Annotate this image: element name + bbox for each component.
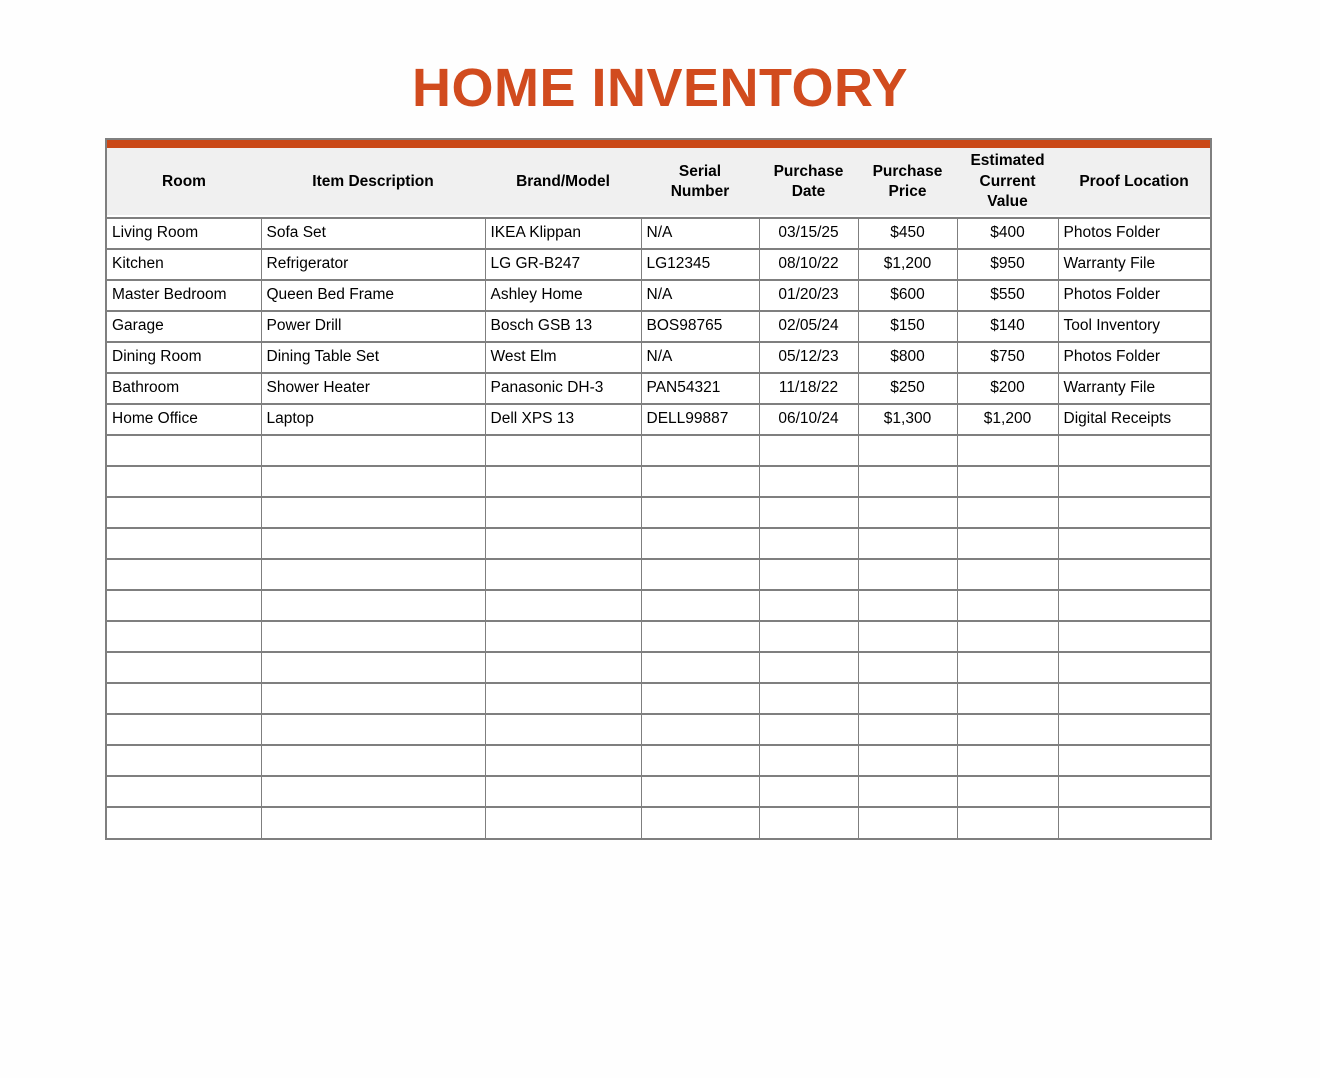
table-cell bbox=[107, 621, 261, 652]
table-row bbox=[107, 404, 1210, 435]
table-cell: Panasonic DH-3 bbox=[485, 373, 641, 404]
table-cell: Tool Inventory bbox=[1058, 311, 1210, 342]
table-cell bbox=[1058, 559, 1210, 590]
table-cell bbox=[1058, 776, 1210, 807]
table-cell bbox=[485, 559, 641, 590]
table-row bbox=[107, 218, 1210, 249]
table-cell: Warranty File bbox=[1058, 249, 1210, 280]
table-cell bbox=[759, 745, 858, 776]
table-cell bbox=[107, 466, 261, 497]
header-cell: Proof Location bbox=[1079, 172, 1189, 190]
table-cell bbox=[759, 807, 858, 838]
table-cell: $550 bbox=[957, 280, 1058, 311]
table-cell bbox=[759, 683, 858, 714]
table-cell bbox=[261, 559, 485, 590]
table-cell: Refrigerator bbox=[261, 249, 485, 280]
header-cell: Serial Number bbox=[670, 162, 730, 200]
table-cell bbox=[485, 590, 641, 621]
table-cell: Living Room bbox=[107, 218, 261, 249]
empty-table-row bbox=[107, 559, 1210, 590]
table-cell bbox=[858, 466, 957, 497]
table-cell: $140 bbox=[957, 311, 1058, 342]
table-row bbox=[107, 311, 1210, 342]
table-cell bbox=[261, 652, 485, 683]
table-cell: $750 bbox=[957, 342, 1058, 373]
table-cell: Photos Folder bbox=[1058, 280, 1210, 311]
table-cell bbox=[957, 714, 1058, 745]
table-cell: $200 bbox=[957, 373, 1058, 404]
table-cell bbox=[261, 621, 485, 652]
table-cell bbox=[107, 497, 261, 528]
table-cell bbox=[261, 466, 485, 497]
table-row bbox=[107, 373, 1210, 404]
table-cell bbox=[107, 714, 261, 745]
inventory-table bbox=[105, 138, 1212, 839]
table-cell bbox=[759, 621, 858, 652]
table-cell bbox=[957, 745, 1058, 776]
table-cell bbox=[858, 590, 957, 621]
table-cell bbox=[858, 528, 957, 559]
table-cell bbox=[485, 683, 641, 714]
table-cell: LG12345 bbox=[641, 249, 759, 280]
table-cell: Photos Folder bbox=[1058, 342, 1210, 373]
header-cell: Item Description bbox=[312, 172, 434, 190]
table-cell: $950 bbox=[957, 249, 1058, 280]
table-row bbox=[107, 280, 1210, 311]
table-cell bbox=[107, 590, 261, 621]
header-cell: Brand/Model bbox=[516, 172, 610, 190]
header-cell: Purchase Price bbox=[872, 162, 943, 200]
table-cell bbox=[759, 652, 858, 683]
empty-table-row bbox=[107, 497, 1210, 528]
table-cell: Queen Bed Frame bbox=[261, 280, 485, 311]
table-cell: 08/10/22 bbox=[759, 249, 858, 280]
empty-table-row bbox=[107, 466, 1210, 497]
table-cell: 06/10/24 bbox=[759, 404, 858, 435]
table-cell bbox=[858, 435, 957, 466]
inventory-grid bbox=[107, 217, 1210, 838]
table-cell bbox=[485, 652, 641, 683]
table-cell bbox=[858, 497, 957, 528]
table-cell bbox=[1058, 683, 1210, 714]
table-cell bbox=[641, 714, 759, 745]
table-cell bbox=[641, 435, 759, 466]
empty-table-row bbox=[107, 590, 1210, 621]
table-cell bbox=[485, 807, 641, 838]
table-cell bbox=[107, 435, 261, 466]
table-cell bbox=[957, 807, 1058, 838]
table-cell: Dining Room bbox=[107, 342, 261, 373]
table-cell bbox=[957, 528, 1058, 559]
table-cell bbox=[107, 559, 261, 590]
accent-bar bbox=[107, 140, 1210, 148]
table-cell bbox=[261, 776, 485, 807]
table-cell bbox=[759, 590, 858, 621]
header-cell: Estimated Current Value bbox=[970, 152, 1045, 210]
empty-table-row bbox=[107, 745, 1210, 776]
table-cell: Bosch GSB 13 bbox=[485, 311, 641, 342]
table-cell: 02/05/24 bbox=[759, 311, 858, 342]
table-cell: Kitchen bbox=[107, 249, 261, 280]
table-cell: $1,200 bbox=[957, 404, 1058, 435]
empty-table-row bbox=[107, 683, 1210, 714]
home-inventory-document bbox=[0, 58, 1320, 840]
table-cell bbox=[261, 497, 485, 528]
table-cell bbox=[261, 590, 485, 621]
table-cell: $400 bbox=[957, 218, 1058, 249]
table-cell bbox=[957, 590, 1058, 621]
table-cell bbox=[261, 745, 485, 776]
table-cell bbox=[107, 776, 261, 807]
table-cell bbox=[858, 559, 957, 590]
table-cell bbox=[1058, 497, 1210, 528]
table-cell: BOS98765 bbox=[641, 311, 759, 342]
table-cell bbox=[641, 807, 759, 838]
table-cell bbox=[858, 776, 957, 807]
table-row bbox=[107, 249, 1210, 280]
table-cell bbox=[641, 683, 759, 714]
header-row bbox=[107, 148, 1210, 214]
table-cell: 11/18/22 bbox=[759, 373, 858, 404]
table-cell bbox=[261, 683, 485, 714]
table-cell bbox=[261, 807, 485, 838]
table-cell bbox=[759, 559, 858, 590]
table-cell bbox=[261, 714, 485, 745]
table-cell bbox=[759, 497, 858, 528]
table-cell: N/A bbox=[641, 280, 759, 311]
table-cell bbox=[858, 714, 957, 745]
table-cell bbox=[107, 683, 261, 714]
table-cell: Power Drill bbox=[261, 311, 485, 342]
table-cell bbox=[1058, 807, 1210, 838]
table-cell bbox=[957, 559, 1058, 590]
table-cell bbox=[485, 621, 641, 652]
table-cell bbox=[858, 745, 957, 776]
table-cell bbox=[641, 776, 759, 807]
table-cell bbox=[858, 621, 957, 652]
table-cell: 05/12/23 bbox=[759, 342, 858, 373]
table-cell bbox=[759, 528, 858, 559]
header-cell: Purchase Date bbox=[773, 162, 844, 200]
table-cell bbox=[1058, 745, 1210, 776]
table-cell: Dell XPS 13 bbox=[485, 404, 641, 435]
table-cell: $250 bbox=[858, 373, 957, 404]
table-cell: $800 bbox=[858, 342, 957, 373]
table-cell bbox=[107, 528, 261, 559]
table-cell bbox=[1058, 714, 1210, 745]
table-cell bbox=[485, 497, 641, 528]
table-cell: $1,300 bbox=[858, 404, 957, 435]
empty-table-row bbox=[107, 652, 1210, 683]
table-cell: $600 bbox=[858, 280, 957, 311]
table-cell: Dining Table Set bbox=[261, 342, 485, 373]
table-cell: $1,200 bbox=[858, 249, 957, 280]
table-cell: Home Office bbox=[107, 404, 261, 435]
table-cell: Digital Receipts bbox=[1058, 404, 1210, 435]
table-cell bbox=[107, 745, 261, 776]
table-cell bbox=[957, 466, 1058, 497]
table-cell bbox=[485, 466, 641, 497]
table-cell bbox=[261, 435, 485, 466]
table-cell: LG GR-B247 bbox=[485, 249, 641, 280]
table-cell bbox=[107, 807, 261, 838]
table-cell: 01/20/23 bbox=[759, 280, 858, 311]
table-cell bbox=[759, 435, 858, 466]
table-cell bbox=[641, 497, 759, 528]
table-cell: N/A bbox=[641, 342, 759, 373]
table-cell bbox=[1058, 590, 1210, 621]
table-row bbox=[107, 342, 1210, 373]
table-cell: PAN54321 bbox=[641, 373, 759, 404]
table-cell bbox=[641, 559, 759, 590]
table-cell bbox=[485, 435, 641, 466]
table-cell bbox=[858, 652, 957, 683]
table-cell bbox=[641, 745, 759, 776]
table-cell: Master Bedroom bbox=[107, 280, 261, 311]
table-cell bbox=[957, 497, 1058, 528]
table-cell bbox=[759, 466, 858, 497]
table-cell bbox=[641, 466, 759, 497]
table-cell: Ashley Home bbox=[485, 280, 641, 311]
table-cell: IKEA Klippan bbox=[485, 218, 641, 249]
table-cell bbox=[641, 652, 759, 683]
empty-table-row bbox=[107, 776, 1210, 807]
table-cell bbox=[858, 807, 957, 838]
table-cell: Shower Heater bbox=[261, 373, 485, 404]
table-cell bbox=[1058, 528, 1210, 559]
table-cell bbox=[107, 652, 261, 683]
table-cell bbox=[641, 621, 759, 652]
table-cell: 03/15/25 bbox=[759, 218, 858, 249]
table-cell bbox=[957, 621, 1058, 652]
table-cell bbox=[485, 714, 641, 745]
table-cell: Photos Folder bbox=[1058, 218, 1210, 249]
page-title: HOME INVENTORY bbox=[411, 58, 909, 118]
table-cell: $150 bbox=[858, 311, 957, 342]
table-cell bbox=[641, 590, 759, 621]
table-cell bbox=[957, 652, 1058, 683]
table-cell bbox=[858, 683, 957, 714]
table-cell bbox=[485, 528, 641, 559]
table-cell: Bathroom bbox=[107, 373, 261, 404]
table-cell bbox=[641, 528, 759, 559]
table-cell: $450 bbox=[858, 218, 957, 249]
table-cell: Warranty File bbox=[1058, 373, 1210, 404]
table-cell bbox=[1058, 652, 1210, 683]
empty-table-row bbox=[107, 621, 1210, 652]
empty-table-row bbox=[107, 807, 1210, 838]
table-cell bbox=[957, 776, 1058, 807]
table-cell bbox=[759, 714, 858, 745]
table-cell: Laptop bbox=[261, 404, 485, 435]
empty-table-row bbox=[107, 435, 1210, 466]
table-cell bbox=[759, 776, 858, 807]
table-cell bbox=[1058, 621, 1210, 652]
table-cell: DELL99887 bbox=[641, 404, 759, 435]
table-cell bbox=[1058, 435, 1210, 466]
table-cell: Sofa Set bbox=[261, 218, 485, 249]
table-cell bbox=[485, 745, 641, 776]
empty-table-row bbox=[107, 714, 1210, 745]
table-cell: West Elm bbox=[485, 342, 641, 373]
header-cell: Room bbox=[162, 172, 206, 190]
table-cell bbox=[957, 683, 1058, 714]
table-cell bbox=[485, 776, 641, 807]
table-cell bbox=[261, 528, 485, 559]
table-cell: Garage bbox=[107, 311, 261, 342]
table-cell: N/A bbox=[641, 218, 759, 249]
empty-table-row bbox=[107, 528, 1210, 559]
table-cell bbox=[957, 435, 1058, 466]
table-cell bbox=[1058, 466, 1210, 497]
